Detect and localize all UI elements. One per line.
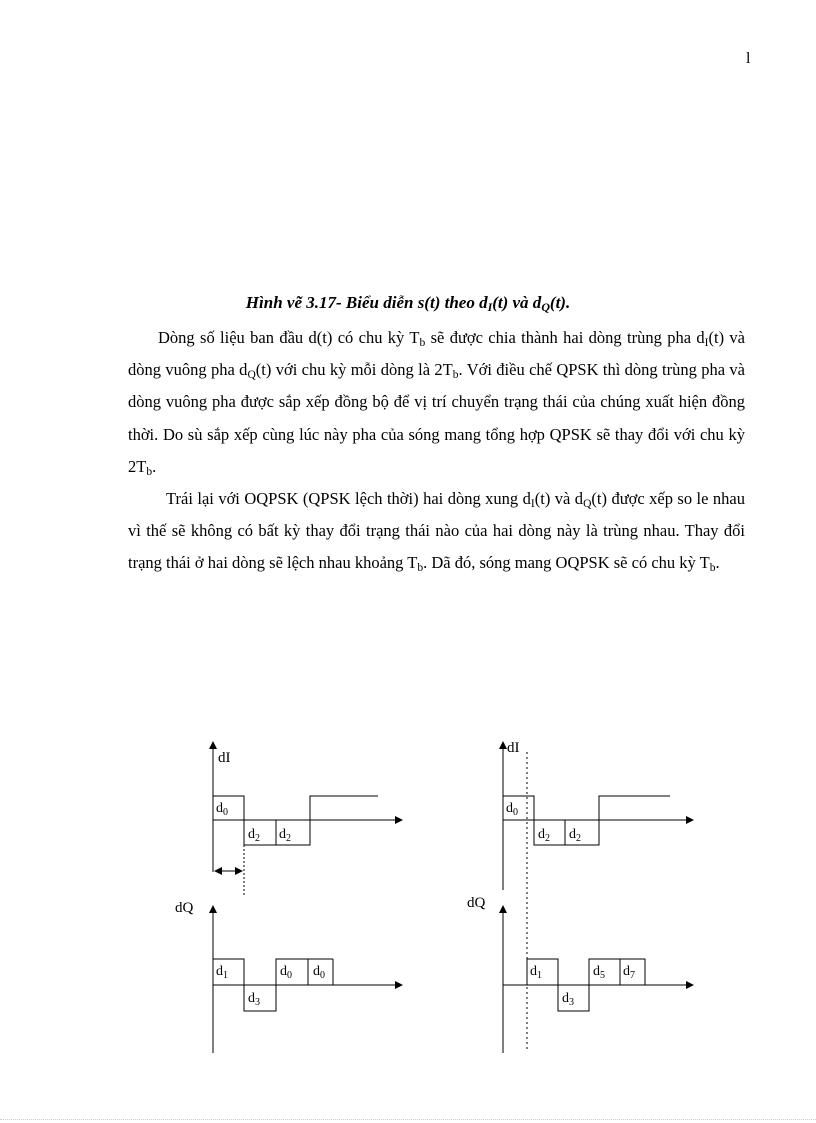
qpsk-diagram [175, 742, 402, 1053]
di-symbol-label: $d_2$ [538, 827, 550, 844]
subscript: b [417, 562, 424, 575]
caption-text: (t) và d [492, 293, 542, 312]
text-run: (t) với chu kỳ mỗi dòng là 2T [255, 360, 453, 380]
dq-axis-label: dQ [467, 895, 486, 911]
page-bottom-rule [0, 1119, 816, 1120]
subscript: b [146, 465, 153, 478]
dq-symbol-label: $d_0$ [280, 964, 292, 981]
caption-sub: Q [541, 300, 550, 314]
dq-symbol-label: $d_1$ [530, 964, 542, 981]
page-number: l [746, 50, 751, 67]
dq-symbol-label: $d_7$ [623, 964, 635, 981]
di-symbol-label: $d_2$ [248, 827, 260, 844]
di-symbol-label: $d_0$ [216, 801, 228, 818]
text-run: (t) và d [534, 489, 584, 509]
di-symbol-label: $d_2$ [279, 827, 291, 844]
oqpsk-diagram [467, 740, 693, 1053]
di-axis-label: dI [218, 750, 231, 766]
text-run: (t) và dòng vuông pha d [128, 328, 746, 380]
dq-symbol-label: $d_3$ [248, 991, 260, 1008]
dq-symbol-label: $d_1$ [216, 964, 228, 981]
text-run: Trái lại với OQPSK (QPSK lệch thời) hai dòng xung d [166, 489, 531, 509]
subscript: Q [583, 498, 592, 511]
dq-axis-label: dQ [175, 900, 194, 916]
subscript: Q [247, 369, 256, 382]
text-run: sẽ được chia thành hai dòng trùng pha d [425, 328, 705, 347]
text-run: . [152, 456, 157, 476]
subscript: b [419, 337, 426, 349]
caption-text: Hình vẽ 3.17- Biểu diễn s(t) theo d [245, 293, 488, 312]
subscript: b [452, 369, 459, 382]
text-run: . Với điều chế QPSK thì dòng trùng pha và dòng vuông pha được sắp xếp đồng bộ để vị trí chuyển trạng thái của chúng xuất hiện đồng thời. Do sù sắp xếp cùng lúc này pha của sóng mang tổng hợp QPSK sẽ thay đổi với chu kỳ 2T [128, 360, 745, 476]
text-run: . Dã đó, sóng mang OQPSK sẽ có chu kỳ T [423, 553, 710, 573]
di-symbol-label: $d_0$ [506, 801, 518, 818]
caption-sub: I [487, 300, 493, 314]
text-run: Dòng số liệu ban đầu d(t) có chu kỳ T [158, 328, 420, 347]
di-axis-label: dI [507, 740, 520, 756]
dq-symbol-label: $d_3$ [562, 991, 574, 1008]
subscript: I [530, 498, 535, 511]
subscript: I [704, 337, 709, 349]
dq-symbol-label: $d_5$ [593, 964, 605, 981]
text-run: (t) được xếp so le nhau vì thế sẽ không có bất kỳ thay đổi trạng thái nào của hai dòng này là trùng nhau. Thay đổi trạng thái ở hai dòng sẽ lệch nhau khoảng T [128, 489, 745, 573]
text-run: . [715, 553, 720, 573]
dq-symbol-label: $d_0$ [313, 964, 325, 981]
di-symbol-label: $d_2$ [569, 827, 581, 844]
caption-text: (t). [549, 293, 571, 312]
subscript: b [709, 562, 716, 575]
